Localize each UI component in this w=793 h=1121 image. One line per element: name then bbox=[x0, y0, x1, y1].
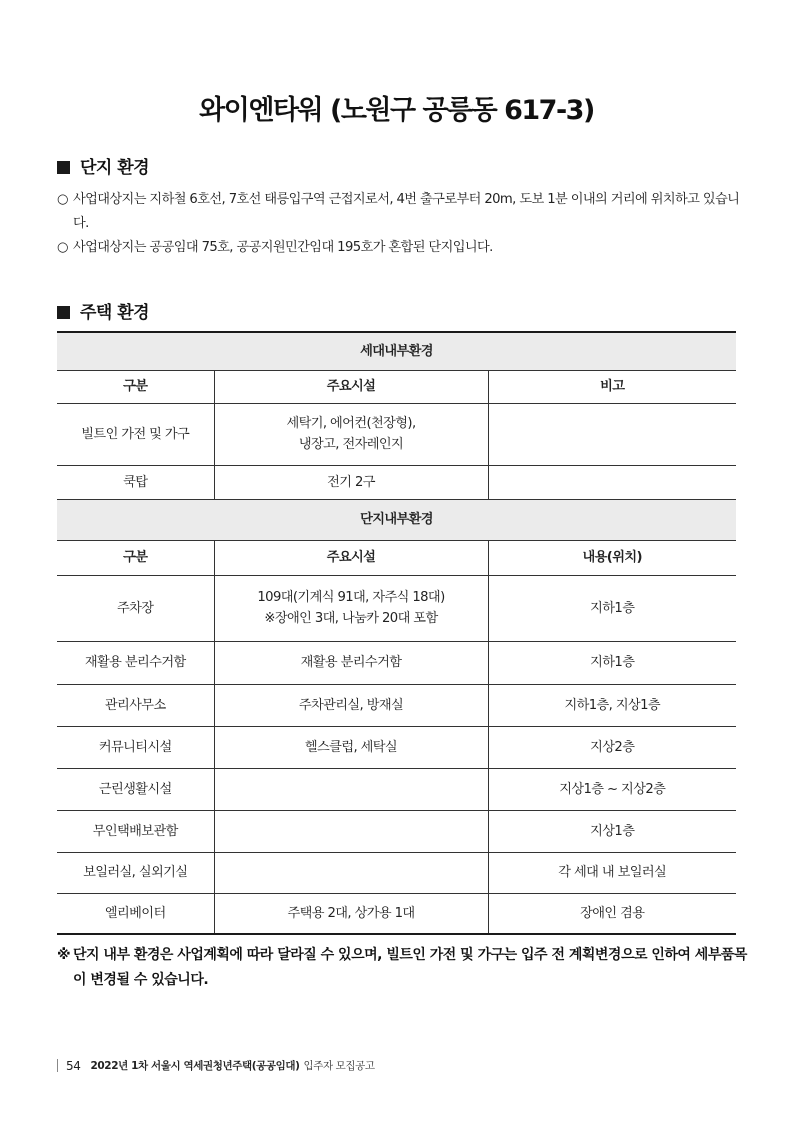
facility-cell: 전기 2구 bbox=[214, 465, 488, 499]
section-heading-complex bbox=[57, 153, 149, 178]
list-item bbox=[57, 236, 742, 260]
footnote-text: 단지 내부 환경은 사업계획에 따라 달라질 수 있으며, 빌트인 가전 및 가구는 입주 전 계획변경으로 인하여 세부품목이 변경될 수 있습니다. bbox=[73, 947, 747, 988]
header-cell: 주요시설 bbox=[214, 370, 488, 403]
note-cell: 각 세대 내 보일러실 bbox=[488, 852, 736, 893]
square-bullet-icon bbox=[57, 306, 70, 319]
document-title: 2022년 1차 서울시 역세권청년주택(공공임대) bbox=[90, 1060, 300, 1072]
section-heading-text: 주택 환경 bbox=[80, 303, 150, 323]
group-title-unit: 세대내부환경 bbox=[57, 332, 736, 370]
facility-cell: 주택용 2대, 상가용 1대 bbox=[214, 893, 488, 934]
circle-bullet-icon: ○ bbox=[57, 192, 68, 207]
table-row bbox=[57, 403, 736, 465]
note-cell: 지상1층 bbox=[488, 810, 736, 852]
facility-line: 109대(기계식 91대, 자주식 18대) bbox=[257, 590, 445, 605]
page-title: 와이엔타워 (노원구 공릉동 617-3) bbox=[199, 95, 594, 126]
facility-line: ※장애인 3대, 나눔카 20대 포함 bbox=[264, 611, 438, 626]
facility-cell bbox=[214, 768, 488, 810]
header-cell: 내용(위치) bbox=[488, 540, 736, 575]
table-row bbox=[57, 465, 736, 499]
category-cell: 보일러실, 실외기실 bbox=[57, 852, 214, 893]
list-item-text: 사업대상지는 공공임대 75호, 공공지원민간임대 195호가 혼합된 단지입니다. bbox=[73, 240, 493, 255]
category-cell: 재활용 분리수거함 bbox=[57, 641, 214, 684]
complex-env-list bbox=[57, 188, 742, 260]
table-row bbox=[57, 575, 736, 641]
table-row bbox=[57, 768, 736, 810]
note-cell: 지상1층 ~ 지상2층 bbox=[488, 768, 736, 810]
table-row bbox=[57, 852, 736, 893]
facility-line: 냉장고, 전자레인지 bbox=[298, 437, 404, 452]
group-title-complex: 단지내부환경 bbox=[57, 499, 736, 540]
section-heading-text: 단지 환경 bbox=[80, 158, 150, 178]
reference-mark-icon: ※ bbox=[57, 947, 71, 963]
category-cell: 근린생활시설 bbox=[57, 768, 214, 810]
table-row bbox=[57, 684, 736, 726]
note-cell: 장애인 겸용 bbox=[488, 893, 736, 934]
category-cell: 빌트인 가전 및 가구 bbox=[57, 403, 214, 465]
page-number: 54 bbox=[66, 1058, 81, 1073]
note-cell bbox=[488, 465, 736, 499]
table-group-row bbox=[57, 499, 736, 540]
category-cell: 무인택배보관함 bbox=[57, 810, 214, 852]
facility-cell bbox=[214, 810, 488, 852]
footer-divider bbox=[57, 1059, 58, 1072]
table-group-row bbox=[57, 332, 736, 370]
table-row bbox=[57, 726, 736, 768]
table-row bbox=[57, 893, 736, 934]
header-cell: 구분 bbox=[57, 370, 214, 403]
document-subtitle: 입주자 모집공고 bbox=[303, 1060, 375, 1072]
header-cell: 주요시설 bbox=[214, 540, 488, 575]
facility-cell: 재활용 분리수거함 bbox=[214, 641, 488, 684]
note-cell: 지하1층 bbox=[488, 575, 736, 641]
housing-env-table bbox=[57, 331, 736, 935]
category-cell: 커뮤니티시설 bbox=[57, 726, 214, 768]
header-cell: 구분 bbox=[57, 540, 214, 575]
section-heading-housing bbox=[57, 298, 149, 323]
facility-cell: 주차관리실, 방재실 bbox=[214, 684, 488, 726]
footnote bbox=[57, 943, 747, 993]
note-cell: 지하1층 bbox=[488, 641, 736, 684]
list-item-text: 사업대상지는 지하철 6호선, 7호선 태릉입구역 근접지로서, 4번 출구로부터 20m, 도보 1분 이내의 거리에 위치하고 있습니다. bbox=[73, 192, 740, 231]
table-header-row bbox=[57, 370, 736, 403]
list-item bbox=[57, 188, 742, 236]
square-bullet-icon bbox=[57, 161, 70, 174]
category-cell: 관리사무소 bbox=[57, 684, 214, 726]
facility-cell: 헬스클럽, 세탁실 bbox=[214, 726, 488, 768]
table-header-row bbox=[57, 540, 736, 575]
table-row bbox=[57, 641, 736, 684]
category-cell: 엘리베이터 bbox=[57, 893, 214, 934]
facility-line: 세탁기, 에어컨(천장형), bbox=[286, 416, 416, 431]
circle-bullet-icon: ○ bbox=[57, 240, 68, 255]
table-row bbox=[57, 810, 736, 852]
header-cell: 비고 bbox=[488, 370, 736, 403]
page-footer bbox=[57, 1058, 375, 1073]
note-cell: 지하1층, 지상1층 bbox=[488, 684, 736, 726]
facility-cell bbox=[214, 575, 488, 641]
category-cell: 주차장 bbox=[57, 575, 214, 641]
facility-cell bbox=[214, 852, 488, 893]
note-cell: 지상2층 bbox=[488, 726, 736, 768]
facility-cell bbox=[214, 403, 488, 465]
note-cell bbox=[488, 403, 736, 465]
category-cell: 쿡탑 bbox=[57, 465, 214, 499]
